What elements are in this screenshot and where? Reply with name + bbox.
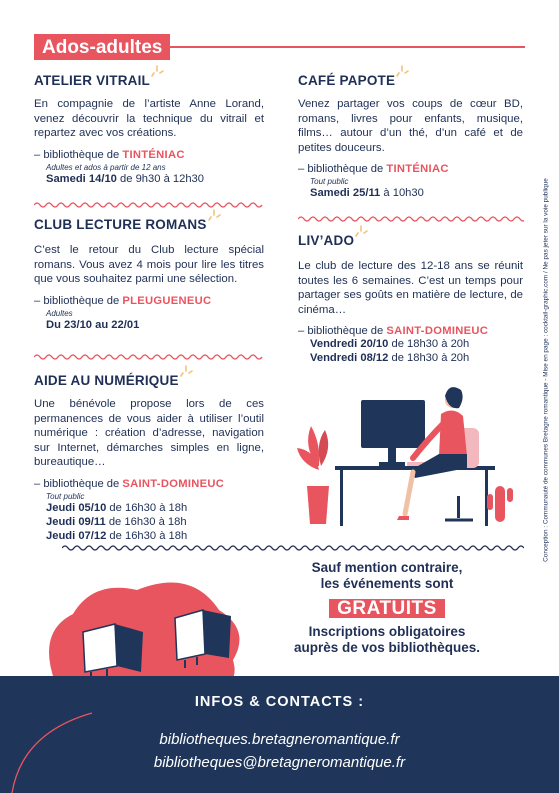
event-date	[46, 529, 264, 543]
footer-title: INFOS & CONTACTS :	[194, 694, 365, 710]
event-library	[34, 478, 264, 490]
event-audience: Adultes et ados à partir de 12 ans	[46, 162, 166, 172]
event-date	[310, 186, 523, 200]
chair-stem	[457, 496, 460, 518]
event-audience: Tout public	[310, 177, 349, 187]
footer	[0, 676, 559, 793]
wavy-divider	[62, 544, 524, 552]
library-prefix: – bibliothèque de	[298, 163, 387, 176]
woman-legs	[411, 454, 467, 478]
date-bold: Samedi 14/10	[46, 172, 117, 185]
free-events-notice	[272, 560, 502, 656]
library-prefix: – bibliothèque de	[34, 148, 123, 161]
event-library	[298, 163, 523, 175]
event-title-text: AIDE AU NUMÉRIQUE	[34, 373, 179, 388]
event-library	[34, 295, 264, 307]
credit-vertical	[539, 110, 553, 630]
event-description: Une bénévole propose lors de ces permanences de vous aider à utiliser l’outil numérique : création d’adresse, navigation sur Internet, démarches simples en ligne, bureautique…	[34, 398, 264, 469]
event-description: Venez partager vos coups de cœur BD, romans, livres pour enfants, musique, films… autour d’un thé, d’un café et de petites douceurs.	[298, 98, 523, 154]
event-library	[34, 149, 264, 161]
date-bold: Jeudi 09/11	[46, 515, 106, 528]
event-title-text: LIV’ADO	[298, 233, 355, 248]
event-club-lecture	[34, 216, 264, 332]
woman-at-computer-illustration	[295, 378, 527, 526]
monitor	[361, 400, 425, 448]
event-cafe-papote	[298, 72, 523, 200]
event-atelier-vitrail	[34, 72, 264, 186]
event-title	[298, 73, 395, 88]
date-bold: Du 23/10 au 22/01	[46, 318, 140, 331]
event-date	[46, 172, 264, 186]
gratuits-badge: GRATUITS	[329, 599, 445, 618]
wavy-divider	[34, 201, 266, 209]
notice-line: les événements sont	[320, 576, 454, 591]
date-bold: Vendredi 20/10	[310, 338, 389, 351]
date-rest: de 9h30 à 12h30	[116, 172, 205, 185]
sparkle-icon	[354, 223, 368, 237]
date-rest: de 18h30 à 20h	[388, 352, 470, 365]
section-title: Ados-adultes	[34, 34, 170, 60]
books-illustration	[35, 572, 260, 682]
monitor-stand	[388, 448, 396, 462]
header-divider	[170, 46, 525, 48]
event-description: C’est le retour du Club lecture spécial romans. Vous avez 4 mois pour lire les titres que vous souhaitez parmi une sélection.	[34, 244, 264, 286]
sparkle-icon	[207, 207, 221, 221]
event-title	[34, 73, 150, 88]
event-audience: Tout public	[46, 491, 85, 501]
event-date	[46, 501, 264, 515]
sparkle-icon	[179, 363, 193, 377]
event-date	[310, 351, 523, 365]
date-rest: de 16h30 à 18h	[105, 515, 187, 528]
library-place: TINTÉNIAC	[122, 148, 185, 161]
monitor-base	[379, 462, 405, 466]
wavy-divider	[298, 215, 524, 223]
event-aide-numerique	[34, 372, 264, 543]
date-bold: Jeudi 07/12	[46, 529, 107, 542]
credit-text: Conception : Communauté de communes Bretagne romantique - Mise en page : cocktail-graphic.com / Ne pas jeter sur la voie publique	[542, 178, 550, 562]
library-place: SAINT-DOMINEUC	[122, 477, 225, 490]
date-bold: Samedi 25/11	[310, 187, 381, 200]
date-rest: de 16h30 à 18h	[106, 501, 188, 514]
woman-torso	[439, 410, 467, 456]
plant-pot	[307, 486, 329, 524]
library-place: SAINT-DOMINEUC	[386, 325, 489, 338]
event-title-text: CLUB LECTURE ROMANS	[34, 217, 207, 232]
event-date	[46, 318, 264, 332]
event-description: En compagnie de l’artiste Anne Lorand, venez découvrir la technique du vitrail et repartez avec vos créations.	[34, 98, 264, 140]
library-prefix: – bibliothèque de	[298, 325, 387, 338]
date-rest: de 18h30 à 20h	[388, 338, 470, 351]
notice-line: auprès de vos bibliothèques.	[293, 640, 481, 655]
woman-shin	[405, 472, 413, 514]
woman-shoe	[397, 516, 409, 520]
library-place: TINTÉNIAC	[386, 163, 449, 176]
library-place: PLEUGUENEUC	[122, 294, 212, 307]
date-rest: à 10h30	[380, 187, 424, 200]
notice-line: Sauf mention contraire,	[311, 560, 463, 575]
plant-leaf	[319, 430, 328, 466]
cactus-arm	[507, 488, 513, 502]
wavy-divider	[34, 353, 266, 361]
notice-line: Inscriptions obligatoires	[308, 624, 466, 639]
event-title	[298, 233, 354, 248]
date-rest: de 16h30 à 18h	[106, 529, 188, 542]
event-title-text: CAFÉ PAPOTE	[298, 73, 396, 88]
event-title-text: ATELIER VITRAIL	[34, 73, 150, 88]
sparkle-icon	[150, 63, 164, 77]
event-title	[34, 373, 179, 388]
event-date	[310, 337, 523, 351]
event-date	[46, 515, 264, 529]
cactus	[495, 486, 505, 522]
library-prefix: – bibliothèque de	[34, 477, 123, 490]
email-link[interactable]: bibliotheques@bretagneromantique.fr	[153, 754, 406, 771]
left-column	[34, 72, 264, 186]
event-library	[298, 325, 523, 337]
event-title	[34, 217, 207, 232]
sparkle-icon	[395, 63, 409, 77]
website-link[interactable]: bibliotheques.bretagneromantique.fr	[159, 731, 400, 748]
event-livado	[298, 232, 523, 365]
library-prefix: – bibliothèque de	[34, 294, 123, 307]
desk-leg	[340, 470, 343, 526]
date-bold: Jeudi 05/10	[46, 501, 107, 514]
event-audience: Adultes	[46, 308, 73, 318]
date-bold: Vendredi 08/12	[310, 352, 389, 365]
cactus-arm	[487, 494, 493, 510]
event-description: Le club de lecture des 12-18 ans se réunit toutes les 6 semaines. C’est un temps pour partager ses goûts en matière de lecture, de cinéma…	[298, 260, 523, 316]
